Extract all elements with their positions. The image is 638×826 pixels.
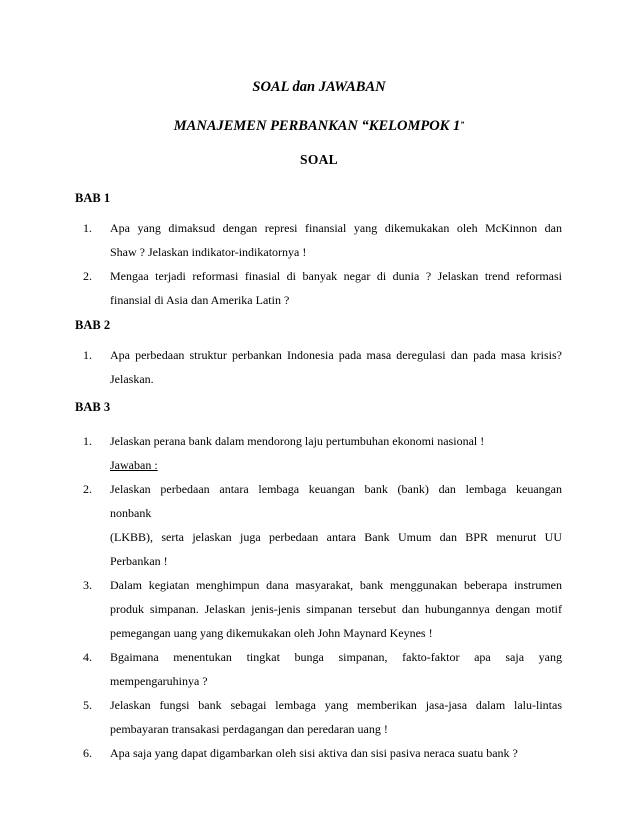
item-text-line: Perbankan ! [110, 554, 168, 568]
bab1-heading: BAB 1 [75, 191, 111, 205]
list-item [83, 645, 562, 693]
jawaban-label: Jawaban : [110, 458, 158, 472]
bab3-heading: BAB 3 [75, 400, 111, 414]
section-heading: SOAL [300, 152, 338, 167]
item-text-line: pembayaran transakasi perdagangan dan peredaran uang ! [110, 722, 388, 736]
item-text-line: Mengaa terjadi reformasi finasial di banyak negar di dunia ? Jelaskan trend reformasi [110, 269, 562, 283]
item-text-line: Shaw ? Jelaskan indikator-indikatornya ! [110, 245, 307, 259]
list-item [83, 741, 562, 765]
item-text-line: Bgaimana menentukan tingkat bunga simpanan, fakto-faktor apa saja yang [110, 650, 562, 664]
bab2-list [83, 343, 562, 391]
list-item [83, 216, 562, 264]
item-number: 6. [83, 746, 92, 760]
item-text-line: Jelaskan perbedaan antara lembaga keuangan bank (bank) dan lembaga keuangan [110, 482, 562, 496]
item-number: 4. [83, 650, 92, 664]
item-text-line: finansial di Asia dan Amerika Latin ? [110, 293, 290, 307]
list-item [83, 477, 562, 573]
item-number: 2. [83, 482, 92, 496]
item-text-line: Apa perbedaan struktur perbankan Indonesia pada masa deregulasi dan pada masa krisis? [110, 348, 562, 362]
document-title: SOAL dan JAWABAN [252, 79, 386, 95]
item-text-line: Jelaskan. [110, 372, 154, 386]
bab3-list [83, 429, 562, 765]
document-subtitle [0, 118, 638, 135]
bab2-heading: BAB 2 [75, 318, 111, 332]
item-text-line: Apa yang dimaksud dengan represi finansial yang dikemukakan oleh McKinnon dan [110, 221, 562, 235]
list-item [83, 343, 562, 391]
list-item [83, 429, 562, 477]
subtitle-quote: ” [460, 120, 465, 129]
item-number: 5. [83, 698, 92, 712]
bab1-list [83, 216, 562, 312]
item-number: 1. [83, 221, 92, 235]
item-number: 1. [83, 348, 92, 362]
item-text-line: pemegangan uang yang dikemukakan oleh John Maynard Keynes ! [110, 626, 433, 640]
list-item [83, 693, 562, 741]
item-text-line: Dalam kegiatan menghimpun dana masyarakat, bank menggunakan beberapa instrumen [110, 578, 562, 592]
item-text-line: Jelaskan perana bank dalam mendorong laju pertumbuhan ekonomi nasional ! [110, 434, 485, 448]
list-item [83, 573, 562, 645]
item-text-line: mempengaruhinya ? [110, 674, 208, 688]
item-number: 3. [83, 578, 92, 592]
item-text-line: (LKBB), serta jelaskan juga perbedaan antara Bank Umum dan BPR menurut UU [110, 530, 562, 544]
subtitle-main: MANAJEMEN PERBANKAN “KELOMPOK 1 [173, 118, 461, 134]
item-text-line: produk simpanan. Jelaskan jenis-jenis simpanan tersebut dan hubungannya dengan motif [110, 602, 562, 616]
item-text-line: nonbank [110, 506, 152, 520]
item-text-line: Jelaskan fungsi bank sebagai lembaga yang memberikan jasa-jasa dalam lalu-lintas [110, 698, 562, 712]
item-number: 1. [83, 434, 92, 448]
item-text-line: Apa saja yang dapat digambarkan oleh sisi aktiva dan sisi pasiva neraca suatu bank ? [110, 746, 518, 760]
item-number: 2. [83, 269, 92, 283]
list-item [83, 264, 562, 312]
